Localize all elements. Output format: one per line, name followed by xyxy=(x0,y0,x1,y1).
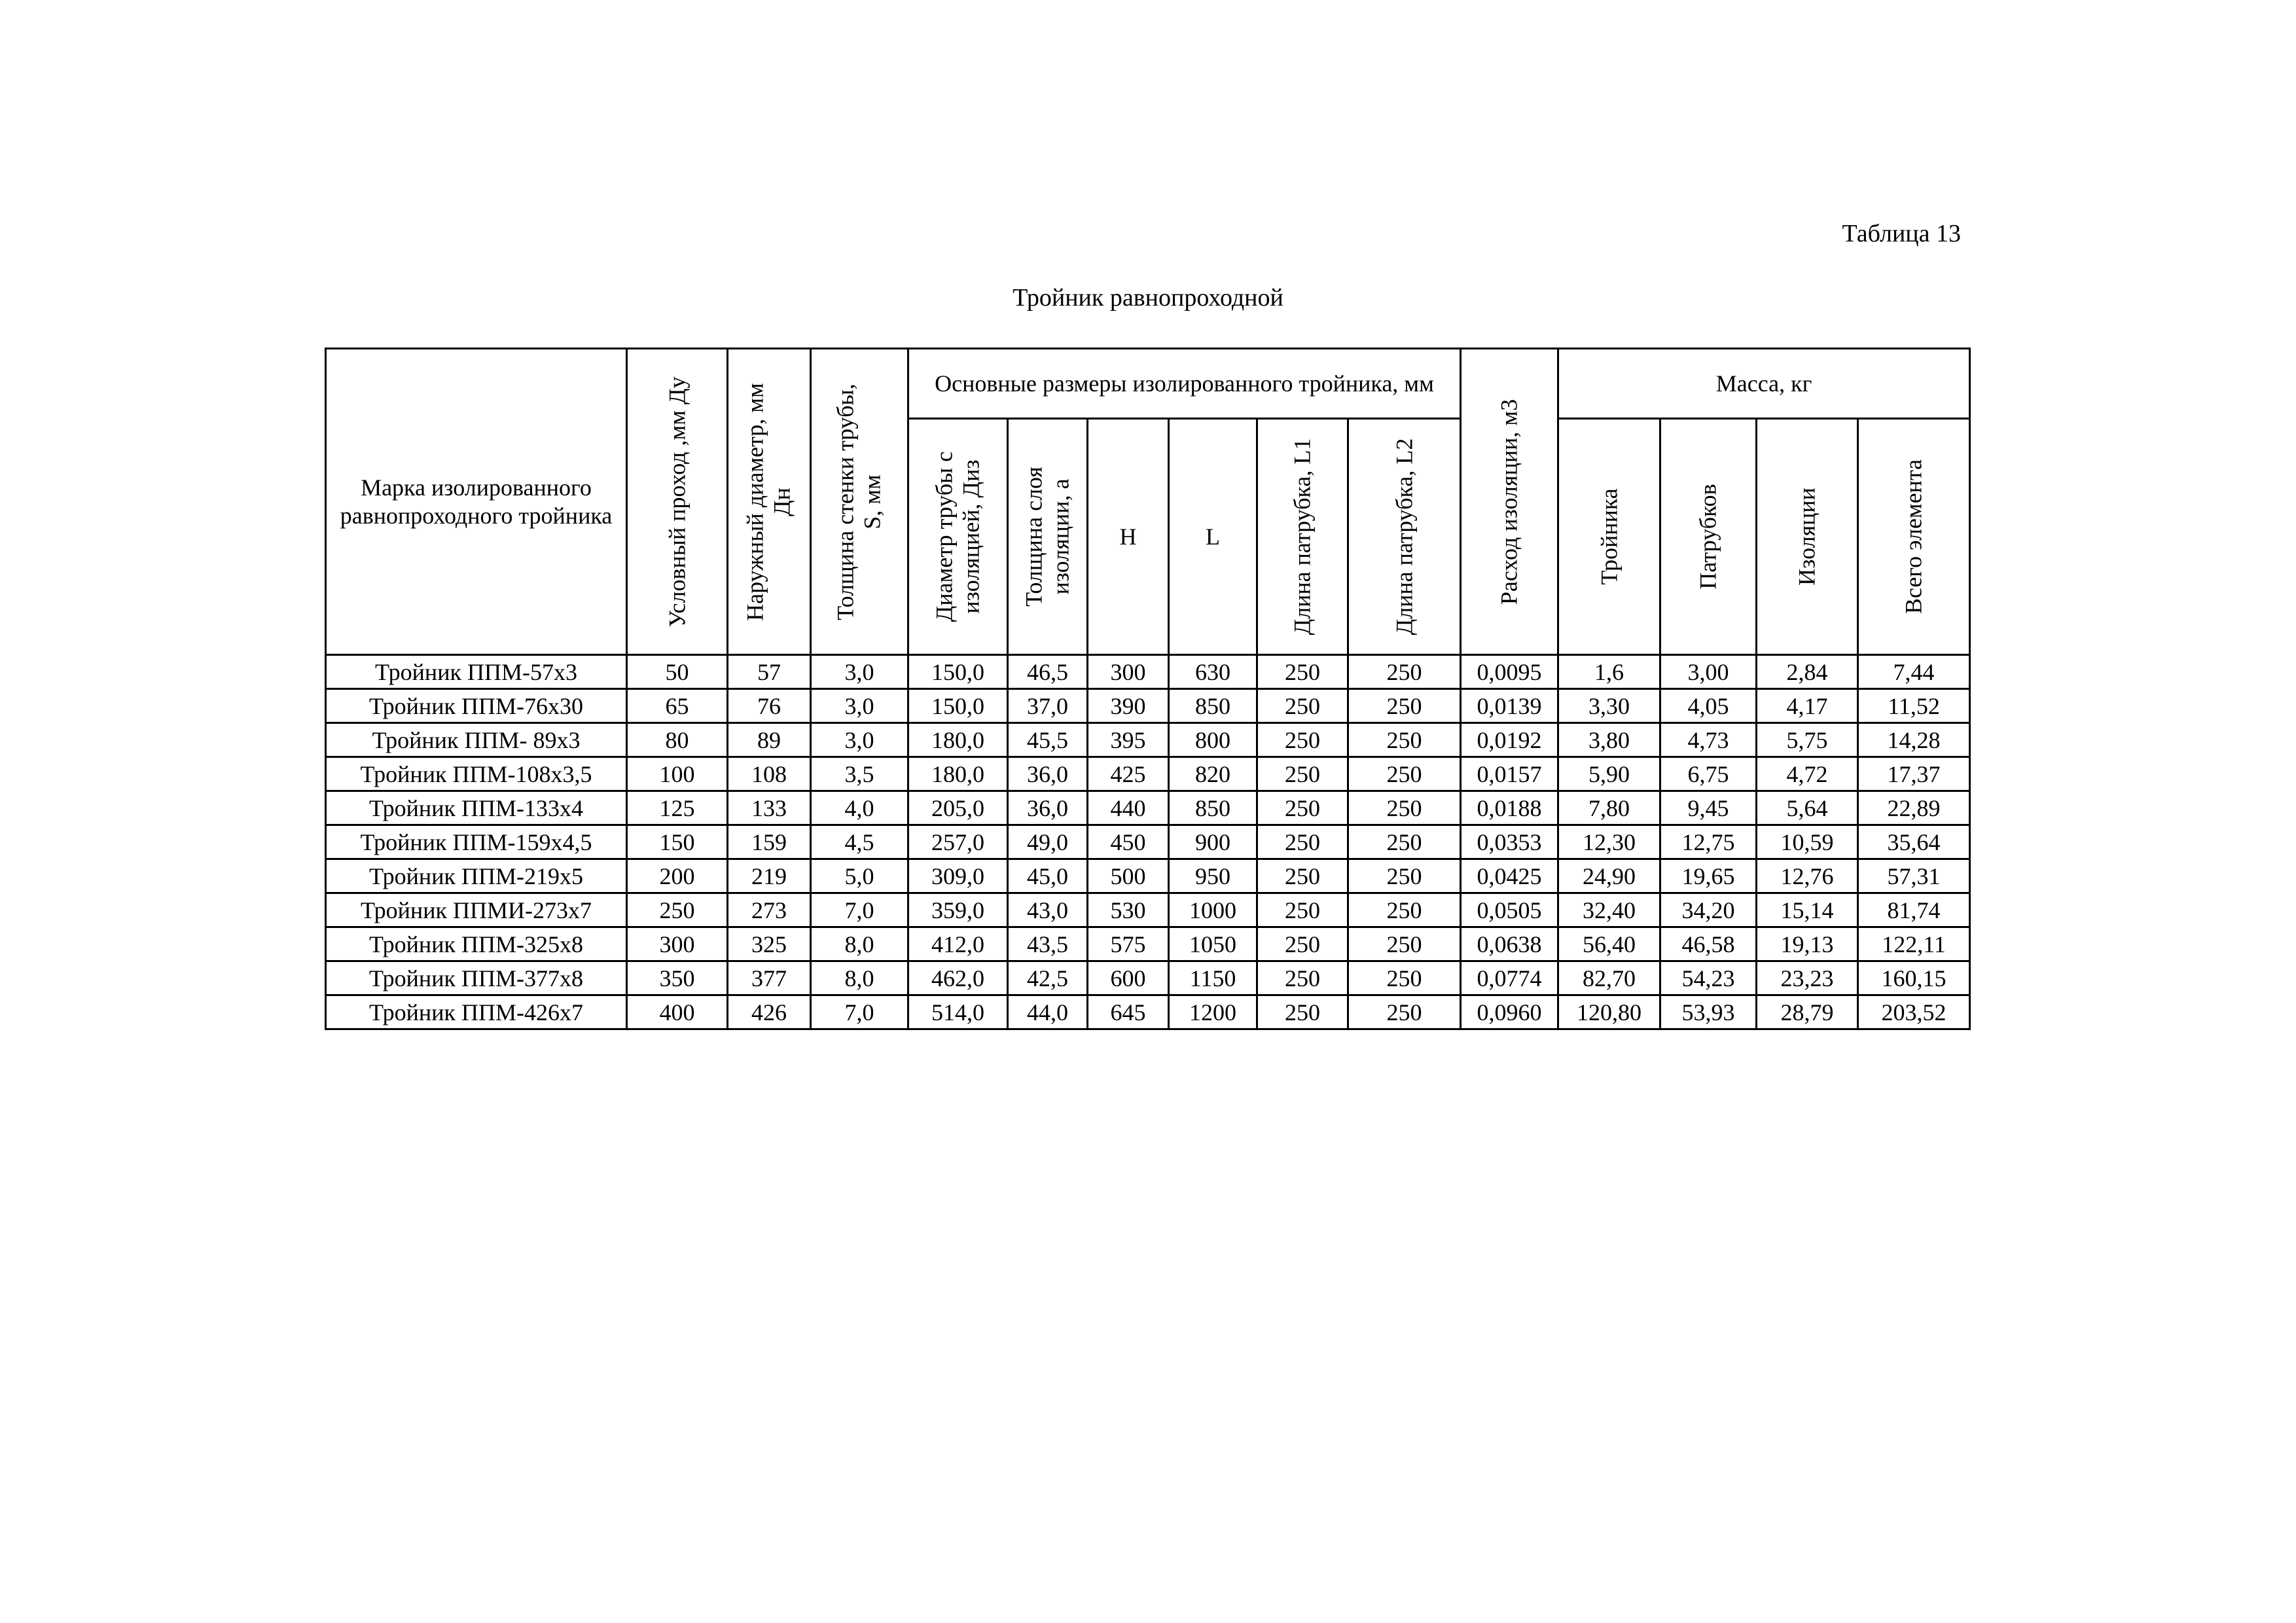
table-cell: 7,44 xyxy=(1858,655,1970,689)
header-line: Длина патрубка, L1 xyxy=(1289,438,1316,635)
table-cell: 250 xyxy=(1257,961,1348,995)
header-outer-diameter xyxy=(728,349,811,655)
table-cell: 250 xyxy=(1257,893,1348,927)
header-mass: Масса, кг xyxy=(1558,349,1970,419)
header-line: Толщина слоя xyxy=(1020,467,1047,607)
header-wall-thickness xyxy=(811,349,908,655)
table-cell: 412,0 xyxy=(908,927,1008,961)
table-cell: 3,0 xyxy=(811,723,908,757)
table-cell: 5,0 xyxy=(811,859,908,893)
table-cell: 82,70 xyxy=(1558,961,1660,995)
table-row xyxy=(326,859,1970,893)
table-cell: 3,5 xyxy=(811,757,908,791)
table-cell: 4,0 xyxy=(811,791,908,825)
table-number: Таблица 13 xyxy=(1842,220,1961,247)
table-cell: 8,0 xyxy=(811,961,908,995)
cell-mark: Тройник ППМ-377х8 xyxy=(326,961,627,995)
cell-mark: Тройник ППМ-133х4 xyxy=(326,791,627,825)
table-cell: 390 xyxy=(1088,689,1169,723)
table-cell: 200 xyxy=(627,859,728,893)
table-cell: 250 xyxy=(1257,791,1348,825)
table-cell: 250 xyxy=(1348,655,1461,689)
table-cell: 10,59 xyxy=(1757,825,1858,859)
table-cell: 65 xyxy=(627,689,728,723)
table-cell: 5,64 xyxy=(1757,791,1858,825)
table-row xyxy=(326,791,1970,825)
table-cell: 6,75 xyxy=(1660,757,1757,791)
table-cell: 850 xyxy=(1169,689,1257,723)
table-cell: 49,0 xyxy=(1008,825,1088,859)
table-cell: 3,0 xyxy=(811,689,908,723)
table-cell: 8,0 xyxy=(811,927,908,961)
table-cell: 45,5 xyxy=(1008,723,1088,757)
table-cell: 37,0 xyxy=(1008,689,1088,723)
table-cell: 575 xyxy=(1088,927,1169,961)
table-cell: 630 xyxy=(1169,655,1257,689)
table-cell: 250 xyxy=(1348,961,1461,995)
table-cell: 273 xyxy=(728,893,811,927)
table-cell: 81,74 xyxy=(1858,893,1970,927)
table-cell: 4,5 xyxy=(811,825,908,859)
table-cell: 350 xyxy=(627,961,728,995)
table-cell: 24,90 xyxy=(1558,859,1660,893)
table-title: Тройник равнопроходной xyxy=(1013,284,1283,312)
table-cell: 950 xyxy=(1169,859,1257,893)
cell-mark: Тройник ППМ-325х8 xyxy=(326,927,627,961)
table-cell: 34,20 xyxy=(1660,893,1757,927)
table-row xyxy=(326,893,1970,927)
table-cell: 500 xyxy=(1088,859,1169,893)
table-cell: 3,80 xyxy=(1558,723,1660,757)
table-row xyxy=(326,995,1970,1029)
header-line: Дн xyxy=(769,487,795,516)
table-cell: 250 xyxy=(1257,995,1348,1029)
table-cell: 850 xyxy=(1169,791,1257,825)
table-cell: 76 xyxy=(728,689,811,723)
table-cell: 53,93 xyxy=(1660,995,1757,1029)
header-mass-insulation xyxy=(1757,419,1858,655)
table-cell: 159 xyxy=(728,825,811,859)
table-cell: 7,0 xyxy=(811,995,908,1029)
table-cell: 400 xyxy=(627,995,728,1029)
table-cell: 4,05 xyxy=(1660,689,1757,723)
header-line: Условный проход ,мм Ду xyxy=(663,376,690,628)
table-cell: 15,14 xyxy=(1757,893,1858,927)
table-cell: 250 xyxy=(1348,859,1461,893)
table-cell: 300 xyxy=(627,927,728,961)
header-nominal-bore xyxy=(627,349,728,655)
table-cell: 0,0960 xyxy=(1461,995,1558,1029)
header-row xyxy=(326,349,1970,419)
cell-mark: Тройник ППМ-219х5 xyxy=(326,859,627,893)
cell-mark: Тройник ППМИ-273х7 xyxy=(326,893,627,927)
table-cell: 0,0095 xyxy=(1461,655,1558,689)
table-cell: 250 xyxy=(1348,791,1461,825)
table-cell: 1050 xyxy=(1169,927,1257,961)
table-cell: 250 xyxy=(1257,825,1348,859)
table-cell: 54,23 xyxy=(1660,961,1757,995)
table-cell: 3,00 xyxy=(1660,655,1757,689)
table-cell: 44,0 xyxy=(1008,995,1088,1029)
table-cell: 250 xyxy=(1257,689,1348,723)
table-cell: 377 xyxy=(728,961,811,995)
table-cell: 80 xyxy=(627,723,728,757)
header-mass-tee xyxy=(1558,419,1660,655)
table-cell: 250 xyxy=(1257,757,1348,791)
table-cell: 43,5 xyxy=(1008,927,1088,961)
table-cell: 46,5 xyxy=(1008,655,1088,689)
table-cell: 133 xyxy=(728,791,811,825)
table-cell: 1,6 xyxy=(1558,655,1660,689)
header-branch-l2 xyxy=(1348,419,1461,655)
table-cell: 9,45 xyxy=(1660,791,1757,825)
header-mark: Марка изолированного равнопроходного тройника xyxy=(326,349,627,655)
table-cell: 426 xyxy=(728,995,811,1029)
table-row xyxy=(326,723,1970,757)
table-cell: 57 xyxy=(728,655,811,689)
table-cell: 0,0505 xyxy=(1461,893,1558,927)
table-cell: 42,5 xyxy=(1008,961,1088,995)
header-mass-total xyxy=(1858,419,1970,655)
table-cell: 4,72 xyxy=(1757,757,1858,791)
table-cell: 203,52 xyxy=(1858,995,1970,1029)
table-cell: 3,30 xyxy=(1558,689,1660,723)
table-cell: 820 xyxy=(1169,757,1257,791)
cell-mark: Тройник ППМ-159х4,5 xyxy=(326,825,627,859)
table-cell: 0,0188 xyxy=(1461,791,1558,825)
header-line: изоляции, а xyxy=(1047,478,1074,595)
table-cell: 45,0 xyxy=(1008,859,1088,893)
header-line: S, мм xyxy=(859,474,886,529)
table-cell: 7,80 xyxy=(1558,791,1660,825)
header-line: Диаметр трубы с xyxy=(931,451,958,622)
table-cell: 0,0139 xyxy=(1461,689,1558,723)
table-cell: 7,0 xyxy=(811,893,908,927)
header-main-dims: Основные размеры изолированного тройника, мм xyxy=(908,349,1461,419)
table-cell: 600 xyxy=(1088,961,1169,995)
header-line: Тройника xyxy=(1595,488,1622,585)
table-cell: 645 xyxy=(1088,995,1169,1029)
table-cell: 4,17 xyxy=(1757,689,1858,723)
header-insulation-thickness xyxy=(1008,419,1088,655)
table-row xyxy=(326,825,1970,859)
table-cell: 900 xyxy=(1169,825,1257,859)
table-cell: 5,75 xyxy=(1757,723,1858,757)
table-cell: 46,58 xyxy=(1660,927,1757,961)
header-mass-branches xyxy=(1660,419,1757,655)
header-line: Длина патрубка, L2 xyxy=(1390,438,1417,635)
header-line: Наружный диаметр, мм xyxy=(742,382,768,621)
table-cell: 0,0425 xyxy=(1461,859,1558,893)
header-line: Всего элемента xyxy=(1900,459,1927,615)
table-cell: 150,0 xyxy=(908,655,1008,689)
table-cell: 12,76 xyxy=(1757,859,1858,893)
table-cell: 359,0 xyxy=(908,893,1008,927)
table-cell: 12,30 xyxy=(1558,825,1660,859)
cell-mark: Тройник ППМ-57х3 xyxy=(326,655,627,689)
table-cell: 250 xyxy=(1257,859,1348,893)
table-cell: 19,13 xyxy=(1757,927,1858,961)
table-cell: 205,0 xyxy=(908,791,1008,825)
table-cell: 250 xyxy=(1257,655,1348,689)
table-cell: 50 xyxy=(627,655,728,689)
table-cell: 11,52 xyxy=(1858,689,1970,723)
header-pipe-diam-insulated xyxy=(908,419,1008,655)
table-cell: 425 xyxy=(1088,757,1169,791)
table-cell: 440 xyxy=(1088,791,1169,825)
table-cell: 0,0353 xyxy=(1461,825,1558,859)
cell-mark: Тройник ППМ-108х3,5 xyxy=(326,757,627,791)
table-cell: 100 xyxy=(627,757,728,791)
table-cell: 150,0 xyxy=(908,689,1008,723)
table-cell: 36,0 xyxy=(1008,757,1088,791)
table-cell: 23,23 xyxy=(1757,961,1858,995)
table-cell: 325 xyxy=(728,927,811,961)
table-cell: 3,0 xyxy=(811,655,908,689)
table-cell: 56,40 xyxy=(1558,927,1660,961)
table-cell: 89 xyxy=(728,723,811,757)
header-line: Изоляции xyxy=(1793,488,1820,586)
table-cell: 462,0 xyxy=(908,961,1008,995)
table-cell: 150 xyxy=(627,825,728,859)
table-cell: 1000 xyxy=(1169,893,1257,927)
table-cell: 219 xyxy=(728,859,811,893)
header-branch-l1 xyxy=(1257,419,1348,655)
table-cell: 514,0 xyxy=(908,995,1008,1029)
header-line: Расход изоляции, м3 xyxy=(1496,399,1522,605)
table-cell: 1200 xyxy=(1169,995,1257,1029)
table-cell: 250 xyxy=(1348,757,1461,791)
header-h: H xyxy=(1088,419,1169,655)
table-cell: 43,0 xyxy=(1008,893,1088,927)
table-cell: 0,0157 xyxy=(1461,757,1558,791)
table-cell: 19,65 xyxy=(1660,859,1757,893)
header-line: Патрубков xyxy=(1695,484,1721,590)
table-cell: 300 xyxy=(1088,655,1169,689)
cell-mark: Тройник ППМ- 89х3 xyxy=(326,723,627,757)
table-cell: 530 xyxy=(1088,893,1169,927)
table-cell: 14,28 xyxy=(1858,723,1970,757)
table-cell: 0,0638 xyxy=(1461,927,1558,961)
table-cell: 108 xyxy=(728,757,811,791)
table-cell: 257,0 xyxy=(908,825,1008,859)
table-cell: 28,79 xyxy=(1757,995,1858,1029)
table-cell: 250 xyxy=(1257,723,1348,757)
table-row xyxy=(326,655,1970,689)
table-cell: 0,0774 xyxy=(1461,961,1558,995)
table-cell: 250 xyxy=(1348,689,1461,723)
table-cell: 125 xyxy=(627,791,728,825)
spec-table xyxy=(325,348,1971,1030)
table-cell: 12,75 xyxy=(1660,825,1757,859)
table-row xyxy=(326,961,1970,995)
table-cell: 160,15 xyxy=(1858,961,1970,995)
table-cell: 2,84 xyxy=(1757,655,1858,689)
table-cell: 4,73 xyxy=(1660,723,1757,757)
table-cell: 250 xyxy=(1348,825,1461,859)
cell-mark: Тройник ППМ-76х30 xyxy=(326,689,627,723)
table-row xyxy=(326,927,1970,961)
table-cell: 35,64 xyxy=(1858,825,1970,859)
table-cell: 17,37 xyxy=(1858,757,1970,791)
table-row xyxy=(326,757,1970,791)
table-cell: 122,11 xyxy=(1858,927,1970,961)
table-cell: 0,0192 xyxy=(1461,723,1558,757)
table-cell: 120,80 xyxy=(1558,995,1660,1029)
table-cell: 250 xyxy=(627,893,728,927)
table-cell: 5,90 xyxy=(1558,757,1660,791)
table-cell: 36,0 xyxy=(1008,791,1088,825)
table-cell: 32,40 xyxy=(1558,893,1660,927)
header-line: изоляцией, Диз xyxy=(958,459,984,614)
table-cell: 57,31 xyxy=(1858,859,1970,893)
header-insulation-consumption xyxy=(1461,349,1558,655)
table-row xyxy=(326,689,1970,723)
table-cell: 309,0 xyxy=(908,859,1008,893)
header-l: L xyxy=(1169,419,1257,655)
header-line: Толщина стенки трубы, xyxy=(832,383,859,620)
table-cell: 250 xyxy=(1348,927,1461,961)
table-cell: 395 xyxy=(1088,723,1169,757)
table-cell: 450 xyxy=(1088,825,1169,859)
table-cell: 800 xyxy=(1169,723,1257,757)
table-cell: 250 xyxy=(1348,723,1461,757)
table-cell: 1150 xyxy=(1169,961,1257,995)
table-cell: 180,0 xyxy=(908,757,1008,791)
table-cell: 250 xyxy=(1257,927,1348,961)
table-cell: 250 xyxy=(1348,995,1461,1029)
table-cell: 250 xyxy=(1348,893,1461,927)
table-cell: 180,0 xyxy=(908,723,1008,757)
cell-mark: Тройник ППМ-426х7 xyxy=(326,995,627,1029)
table-cell: 22,89 xyxy=(1858,791,1970,825)
